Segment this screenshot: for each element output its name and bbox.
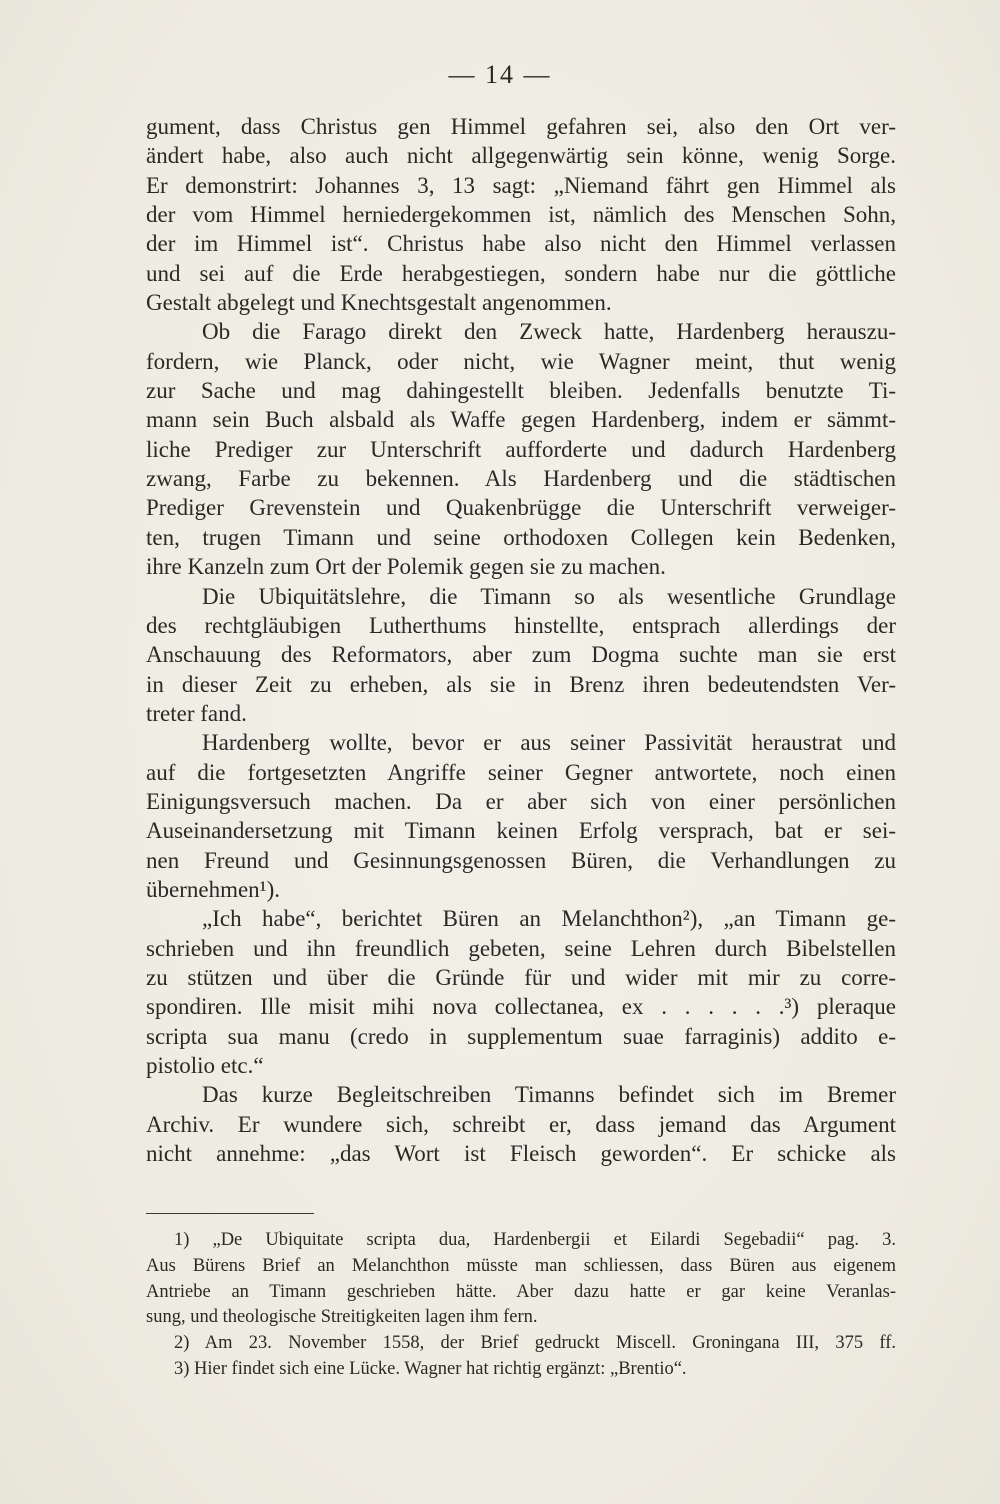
body-line: Gestalt abgelegt und Knechtsgestalt angenommen. <box>146 290 612 316</box>
body-line: liche Prediger zur Unterschrift aufforderte und dadurch Hardenberg <box>146 436 896 462</box>
body-line: und sei auf die Erde herabgestiegen, sondern habe nur die göttliche <box>146 260 896 286</box>
body-line: ten, trugen Timann und seine orthodoxen Collegen kein Bedenken, <box>146 524 896 550</box>
body-line: auf die fortgesetzten Angriffe seiner Gegner antwortete, noch einen <box>146 759 896 785</box>
body-line: übernehmen¹). <box>146 876 280 902</box>
body-line: zwang, Farbe zu bekennen. Als Hardenberg und die städtischen <box>146 466 896 492</box>
body-line: der im Himmel ist“. Christus habe also nicht den Himmel verlassen <box>146 231 896 257</box>
body-line: mann sein Buch alsbald als Waffe gegen Hardenberg, indem er sämmt- <box>146 407 896 433</box>
body-line: zur Sache und mag dahingestellt bleiben. Jedenfalls benutzte Ti- <box>146 378 896 404</box>
body-line: spondiren. Ille misit mihi nova collectanea, ex . . . . . .³) pleraque <box>146 994 896 1020</box>
body-line: Die Ubiquitätslehre, die Timann so als wesentliche Grundlage <box>202 583 896 609</box>
body-line: in dieser Zeit zu erheben, als sie in Brenz ihren bedeutendsten Ver- <box>146 671 896 697</box>
body-line: Das kurze Begleitschreiben Timanns befindet sich im Bremer <box>202 1082 896 1108</box>
footnote-line: 3) Hier findet sich eine Lücke. Wagner hat richtig ergänzt: „Brentio“. <box>174 1358 687 1379</box>
footnote-line: 2) Am 23. November 1558, der Brief gedruckt Miscell. Groningana III, 375 ff. <box>174 1333 896 1354</box>
body-line: Archiv. Er wundere sich, schreibt er, dass jemand das Argument <box>146 1111 896 1137</box>
footnotes <box>146 1228 896 1383</box>
footnote-line: sung, und theologische Streitigkeiten lagen ihm fern. <box>146 1307 538 1328</box>
body-line: Prediger Grevenstein und Quakenbrügge die Unterschrift verweiger- <box>146 495 896 521</box>
body-line: „Ich habe“, berichtet Büren an Melanchthon²), „an Timann ge- <box>202 906 896 932</box>
body-line: schrieben und ihn freundlich gebeten, seine Lehren durch Bibelstellen <box>146 935 896 961</box>
body-line: gument, dass Christus gen Himmel gefahren sei, also den Ort ver- <box>146 114 896 139</box>
body-line: Er demonstrirt: Johannes 3, 13 sagt: „Niemand fährt gen Himmel als <box>146 172 896 198</box>
body-line: Anschauung des Reformators, aber zum Dogma suchte man sie erst <box>146 642 896 668</box>
body-line: nen Freund und Gesinnungsgenossen Büren, die Verhandlungen zu <box>146 847 896 873</box>
body-line: Einigungsversuch machen. Da er aber sich von einer persönlichen <box>146 788 896 814</box>
footnote-divider <box>146 1213 314 1214</box>
body-line: nicht annehme: „das Wort ist Fleisch geworden“. Er schicke als <box>146 1141 896 1167</box>
body-line: treter fand. <box>146 700 247 726</box>
footnote-line: Antriebe an Timann geschrieben hätte. Aber dazu hatte er gar keine Veranlas- <box>146 1281 896 1302</box>
body-line: scripta sua manu (credo in supplementum suae farraginis) addito e- <box>146 1023 896 1049</box>
body-line: Hardenberg wollte, bevor er aus seiner Passivität heraustrat und <box>202 730 896 756</box>
body-line: ändert habe, also auch nicht allgegenwärtig sein könne, wenig Sorge. <box>146 143 896 169</box>
footnote-line: 1) „De Ubiquitate scripta dua, Hardenbergii et Eilardi Segebadii“ pag. 3. <box>174 1230 896 1250</box>
page-number: — 14 — <box>448 60 552 89</box>
body-line: Ob die Farago direkt den Zweck hatte, Hardenberg herauszu- <box>202 319 896 345</box>
body-line: ihre Kanzeln zum Ort der Polemik gegen sie zu machen. <box>146 554 666 580</box>
body-line: pistolio etc.“ <box>146 1053 264 1078</box>
body-line: Auseinandersetzung mit Timann keinen Erfolg versprach, bat er sei- <box>146 818 896 844</box>
body-line: des rechtgläubigen Lutherthums hinstellte, entsprach allerdings der <box>146 612 896 638</box>
body-text <box>146 112 896 1168</box>
body-line: fordern, wie Planck, oder nicht, wie Wagner meint, thut wenig <box>146 348 896 374</box>
body-line: zu stützen und über die Gründe für und wider mit mir zu corre- <box>146 964 896 990</box>
footnote-line: Aus Bürens Brief an Melanchthon müsste man schliessen, dass Büren aus eigenem <box>146 1255 896 1276</box>
body-line: der vom Himmel herniedergekommen ist, nämlich des Menschen Sohn, <box>146 202 896 228</box>
